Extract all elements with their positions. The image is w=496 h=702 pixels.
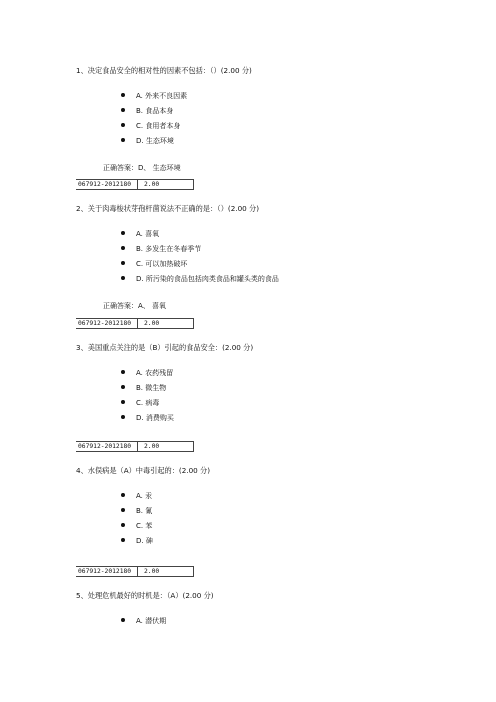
option-label: A. 外来不良因素 bbox=[136, 92, 188, 100]
record-id: 067912-2012180 bbox=[78, 181, 132, 188]
question-3-score-record bbox=[76, 441, 194, 452]
bullet-icon bbox=[121, 508, 125, 512]
record-score: 2.00 bbox=[144, 443, 160, 450]
cell-divider bbox=[137, 567, 138, 576]
question-1-answer: 正确答案：D、 生态环境 bbox=[103, 164, 181, 172]
question-4-option-c bbox=[121, 521, 152, 531]
question-4-option-d bbox=[121, 536, 153, 546]
question-4-option-a bbox=[121, 491, 152, 501]
option-label: B. 微生物 bbox=[136, 384, 167, 392]
question-2-option-c bbox=[121, 259, 187, 269]
option-label: D. 生态环境 bbox=[136, 137, 174, 145]
question-2-score-record bbox=[76, 318, 194, 329]
option-label: B. 多发生在冬春季节 bbox=[136, 245, 202, 253]
question-2-option-b bbox=[121, 244, 201, 254]
question-3-option-d bbox=[121, 413, 174, 423]
option-label: C. 病毒 bbox=[136, 399, 160, 407]
bullet-icon bbox=[121, 538, 125, 542]
bullet-icon bbox=[121, 276, 125, 280]
option-label: A. 喜氧 bbox=[136, 230, 160, 238]
option-label: A. 汞 bbox=[136, 492, 153, 500]
bullet-icon bbox=[121, 415, 125, 419]
record-score: 2.00 bbox=[144, 568, 160, 575]
bullet-icon bbox=[121, 261, 125, 265]
option-label: C. 苯 bbox=[136, 522, 153, 530]
question-3-option-c bbox=[121, 398, 159, 408]
question-3-title: 3、美国重点关注的是（B）引起的食品安全：(2.00 分) bbox=[76, 343, 254, 352]
option-label: D. 砷 bbox=[136, 537, 153, 545]
bullet-icon bbox=[121, 138, 125, 142]
question-2-answer: 正确答案：A、 喜氧 bbox=[103, 302, 167, 310]
bullet-icon bbox=[121, 123, 125, 127]
bullet-icon bbox=[121, 231, 125, 235]
question-4-option-b bbox=[121, 506, 152, 516]
record-id: 067912-2012180 bbox=[78, 320, 132, 327]
record-score: 2.00 bbox=[144, 320, 160, 327]
cell-divider bbox=[137, 319, 138, 328]
question-1-option-a bbox=[121, 91, 187, 101]
question-1-option-c bbox=[121, 121, 180, 131]
question-2-title: 2、关于肉毒梭状芽孢杆菌说法不正确的是：（）(2.00 分) bbox=[76, 204, 259, 213]
option-label: C. 食用者本身 bbox=[136, 122, 181, 130]
bullet-icon bbox=[121, 93, 125, 97]
question-1-title: 1、决定食品安全的相对性的因素不包括：（）(2.00 分) bbox=[76, 66, 252, 75]
question-5-title: 5、处理危机最好的时机是：（A）(2.00 分) bbox=[76, 591, 214, 600]
option-label: C. 可以加热破坏 bbox=[136, 260, 188, 268]
question-4-score-record bbox=[76, 566, 194, 577]
bullet-icon bbox=[121, 523, 125, 527]
question-2-option-d bbox=[121, 274, 279, 284]
question-1-option-d bbox=[121, 136, 174, 146]
bullet-icon bbox=[121, 246, 125, 250]
option-label: D. 消费购买 bbox=[136, 414, 174, 422]
record-score: 2.00 bbox=[144, 181, 160, 188]
bullet-icon bbox=[121, 400, 125, 404]
option-label: D. 所污染的食品包括肉类食品和罐头类的食品 bbox=[136, 275, 279, 283]
question-1-option-b bbox=[121, 106, 173, 116]
bullet-icon bbox=[121, 493, 125, 497]
question-2-option-a bbox=[121, 229, 159, 239]
record-id: 067912-2012180 bbox=[78, 568, 132, 575]
bullet-icon bbox=[121, 385, 125, 389]
option-label: B. 食品本身 bbox=[136, 107, 174, 115]
option-label: A. 潜伏期 bbox=[136, 617, 167, 625]
bullet-icon bbox=[121, 108, 125, 112]
question-5-option-a bbox=[121, 616, 166, 626]
question-4-title: 4、水俣病是（A）中毒引起的：(2.00 分) bbox=[76, 466, 211, 475]
question-1-score-record bbox=[76, 179, 194, 190]
cell-divider bbox=[137, 442, 138, 451]
cell-divider bbox=[137, 180, 138, 189]
question-3-option-b bbox=[121, 383, 166, 393]
bullet-icon bbox=[121, 618, 125, 622]
record-id: 067912-2012180 bbox=[78, 443, 132, 450]
bullet-icon bbox=[121, 370, 125, 374]
option-label: B. 氰 bbox=[136, 507, 153, 515]
option-label: A. 农药残留 bbox=[136, 369, 174, 377]
question-3-option-a bbox=[121, 368, 173, 378]
